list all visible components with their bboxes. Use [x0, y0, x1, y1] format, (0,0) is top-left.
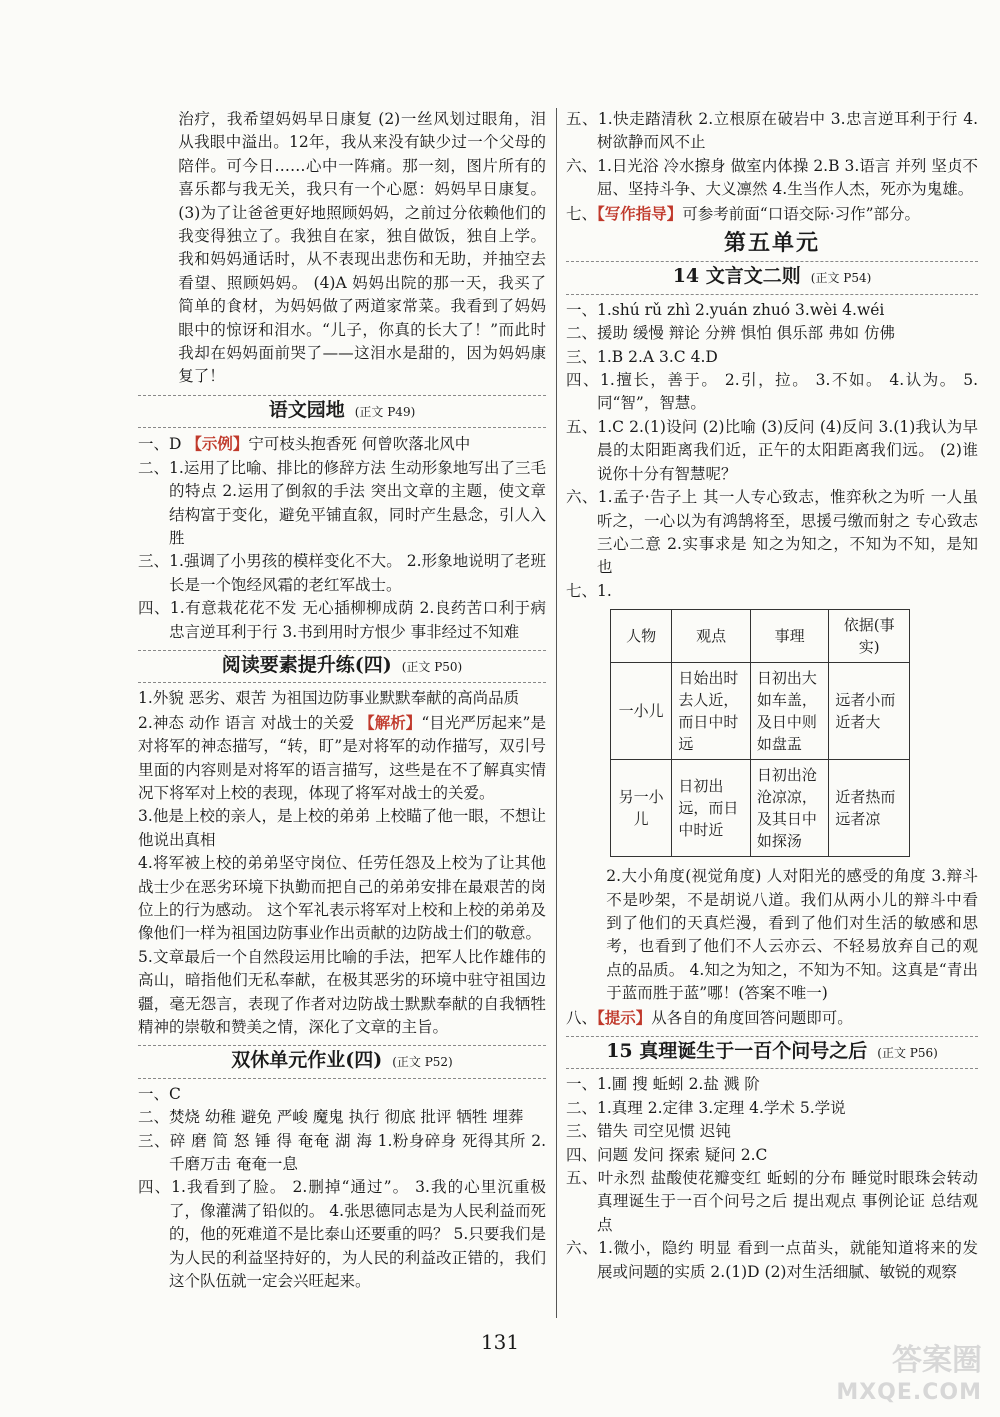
answer-line: 5.文章最后一个自然段运用比喻的手法，把军人比作雄伟的高山，暗指他们无私奉献，在极其恶劣的环境中驻守祖国边疆，毫无怨言，表现了作者对边防战士默默奉献的自我牺牲精神的崇敬和赞美之情，深化了文章的主旨。	[138, 947, 546, 1037]
answer-line: 三、错失 司空见惯 迟钝	[566, 1122, 731, 1141]
answer-line: 五、1.快走踏清秋 2.立根原在破岩中 3.忠言逆耳利于行 4.树欲静而风不止	[566, 110, 978, 152]
watermark-line: 答案圈	[892, 1343, 982, 1378]
section-title-text: 双休单元作业(四)	[231, 1049, 383, 1072]
answer-paragraph: 治疗，我希望妈妈早日康复 (2)一丝风划过眼角，泪从我眼中溢出。12年，我从来没有缺少过一个父母的陪伴。可今日……心中一阵痛。那一刻，图片所有的喜乐都与我无关，我只有一个心愿：妈妈早日康复。 (3)为了让爸爸更好地照顾妈妈，之前过分依赖他们的我变得独立了。我独自在家，独自做饭，独自上学。我和妈妈通话时，从不表现出悲伤和无助，并抽空去看望、照顾妈妈。 (4)A 妈妈出院的那一天，我买了简单的食材，为妈妈做了两道家常菜。我看到了妈妈眼中的惊讶和泪水。“儿子，你真的长大了！”而此时我却在妈妈面前哭了——这泪水是甜的，因为妈妈康复了！	[178, 110, 546, 386]
answer-line: 三、1.B 2.A 3.C 4.D	[566, 347, 718, 366]
answer-line: 六、1.孟子·告子上 其一人专心致志，惟弈秋之为听 一人虽听之，一心以为有鸿鹄将至，思援弓缴而射之 专心致志 三心二意 2.实事求是 知之为知之，不知为不知，是知也	[566, 488, 978, 577]
section-source: (正文 P49)	[354, 404, 416, 419]
answer-line: 五、1.C 2.(1)设问 (2)比喻 (3)反问 (4)反问 3.(1)我认为早晨的太阳距离我们近，正午的太阳距离我们远。 (2)谁说你十分有智慧呢？	[566, 417, 978, 483]
answer-line: 4.将军被上校的弟弟坚守岗位、任劳任怨及上校为了让其他战士少在恶劣环境下执勤而把自己的弟弟安排在最艰苦的岗位上的行为感动。 这个军礼表示将军对上校和上校的弟弟及像他们一样为祖国边防事业作出贡献的边防战士们的敬意。	[138, 854, 546, 943]
section-title-weekend-homework	[138, 1045, 546, 1078]
table-cell: 日初出沧沧凉凉，及其日中如探汤	[750, 760, 829, 857]
table-row	[611, 760, 910, 857]
answer-line: 五、叶永烈 盐酸使花瓣变红 蚯蚓的分布 睡觉时眼珠会转动 真理诞生于一百个问号之后 提出观点 事例论证 总结观点	[566, 1169, 978, 1234]
left-column	[138, 108, 546, 1294]
table-header-cell: 人物	[611, 610, 672, 663]
right-column	[566, 108, 978, 1284]
column-divider	[556, 108, 557, 1318]
answer-text: 七、	[566, 204, 598, 223]
answer-line	[138, 432, 546, 456]
answer-text: 八、	[566, 1008, 598, 1027]
debate-table	[610, 609, 910, 857]
answer-line: 一、1.圃 搜 蚯蚓 2.盐 溅 阶	[566, 1075, 760, 1094]
answer-line: 一、1.shú rǔ zhì 2.yuán zhuó 3.wèi 4.wéi	[566, 300, 885, 319]
hint-tag: 【提示】	[597, 1007, 652, 1027]
answer-text: 从各自的角度回答问题即可。	[651, 1008, 853, 1027]
answer-line: 二、1.运用了比喻、排比的修辞方法 生动形象地写出了三毛的特点 2.运用了倒叙的手法 突出文章的主题，使文章结构富于变化，避免平铺直叙，同时产生悬念，引人入胜	[138, 458, 546, 547]
answer-line: 四、1.我看到了脸。 2.删掉“通过”。 3.我的心里沉重极了，像灌满了铅似的。 4.张思德同志是为人民利益而死的，他的死难道不是比泰山还要重的吗？ 5.只要我们是为人民的利益坚持好的，为人民的利益改正错的，我们这个队伍就一定会兴旺起来。	[138, 1178, 546, 1291]
answer-line: 四、问题 发问 探索 疑问 2.C	[566, 1145, 768, 1164]
answer-line: 三、1.强调了小男孩的模样变化不大。 2.形象地说明了老班长是一个饱经风霜的老红军战士。	[138, 552, 546, 594]
table-cell: 另一小儿	[611, 760, 672, 857]
section-title-text: 语文园地	[268, 398, 345, 421]
answer-line: 三、碎 磨 简 怒 锤 得 奄奄 湖 海 1.粉身碎身 死得其所 2.千磨万击 奄奄一息	[138, 1131, 546, 1174]
answer-line: 六、1.微小，隐约 明显 看到一点苗头，就能知道将来的发展或问题的实质 2.(1)D (2)对生活细腻、敏锐的观察	[566, 1239, 978, 1281]
writing-guide-tag: 【写作指导】	[597, 203, 683, 223]
answer-text: 宁可枝头抱香死 何曾吹落北风中	[248, 435, 471, 454]
lesson-15-title	[566, 1036, 978, 1069]
table-row	[611, 663, 910, 760]
answer-line: 3.他是上校的亲人，是上校的弟弟 上校瞄了他一眼，不想让他说出真相	[138, 807, 546, 849]
answer-text: 一、D	[138, 435, 187, 454]
answer-line: 1.外貌 恶劣、艰苦 为祖国边防事业默默奉献的高尚品质	[138, 689, 520, 708]
watermark-line: MXQE.COM	[836, 1380, 982, 1405]
answer-paragraph: 2.大小角度(视觉角度) 人对阳光的感受的角度 3.辩斗不是吵架，不是胡说八道。我们从两小儿的辩斗中看到了他们的天真烂漫，看到了他们对生活的敏感和思考，也看到了他们不人云亦云、不轻易放弃自己的观点的品质。 4.知之为知之，不知为不知。这真是“青出于蓝而胜于蓝”哪！(答案不唯一)	[606, 867, 978, 1003]
answer-text: “目光严厉起来”是对将军的神态描写，“转，盯”是对将军的动作描写，双引号里面的内容则是对将军的语言描写，这些是在不了解真实情况下将军对上校的表现，体现了将军对战士的关爱。	[138, 713, 546, 802]
answer-line: 二、1.真理 2.定律 3.定理 4.学术 5.学说	[566, 1098, 846, 1117]
page-number: 131	[480, 1330, 520, 1354]
table-cell: 日初出大如车盖，及日中则如盘盂	[750, 663, 829, 760]
watermark-logo	[836, 1345, 982, 1409]
answer-line: 二、援助 缓慢 辩论 分辨 惧怕 俱乐部 弗如 仿佛	[566, 324, 895, 343]
answer-line	[566, 202, 978, 226]
answer-line	[566, 1006, 978, 1030]
table-cell: 日初出远，而日中时近	[672, 760, 751, 857]
table-cell: 远者小而近者大	[829, 663, 910, 760]
section-source: (正文 P54)	[810, 271, 872, 286]
answer-line: 一、C	[138, 1084, 181, 1103]
answer-text: 2.神态 动作 语言 对战士的关爱	[138, 713, 360, 732]
answer-line: 二、焚烧 幼稚 避免 严峻 魔鬼 执行 彻底 批评 牺牲 埋葬	[138, 1108, 524, 1127]
section-title-reading	[138, 650, 546, 683]
table-header-cell: 观点	[672, 610, 751, 663]
answer-line: 四、1.擅长，善于。 2.引，拉。 3.不如。 4.认为。 5.同“智”，智慧。	[566, 371, 978, 413]
table-cell: 一小儿	[611, 663, 672, 760]
table-cell: 近者热而远者凉	[829, 760, 910, 857]
answer-line: 七、1.	[566, 581, 612, 600]
table-header-cell: 依据(事实)	[829, 610, 910, 663]
section-title-text: 15 真理诞生于一百个问号之后	[606, 1039, 868, 1062]
section-title-yuwen-yuandi	[138, 395, 546, 428]
section-title-text: 14 文言文二则	[672, 265, 801, 288]
answer-text: 可参考前面“口语交际·习作”部分。	[682, 204, 921, 223]
answer-line: 六、1.日光浴 冷水擦身 做室内体操 2.B 3.语言 并列 坚贞不屈、坚持斗争、大义凛然 4.生当作人杰，死亦为鬼雄。	[566, 156, 978, 199]
table-cell: 日始出时去人近，而日中时远	[672, 663, 751, 760]
lesson-14-title	[566, 261, 978, 294]
section-title-text: 阅读要素提升练(四)	[221, 653, 392, 676]
table-header-row	[611, 610, 910, 663]
example-tag: 【示例】	[186, 434, 249, 454]
answer-line	[138, 711, 546, 806]
section-source: (正文 P52)	[392, 1055, 453, 1070]
analysis-tag: 【解析】	[359, 712, 422, 732]
answer-line: 四、1.有意栽花花不发 无心插柳柳成荫 2.良药苦口利于病 忠言逆耳利于行 3.书到用时方恨少 事非经过不知难	[138, 599, 546, 641]
section-source: (正文 P56)	[877, 1045, 938, 1060]
unit-title: 第五单元	[723, 230, 820, 257]
section-source: (正文 P50)	[401, 659, 463, 674]
table-header-cell: 事理	[750, 610, 829, 663]
